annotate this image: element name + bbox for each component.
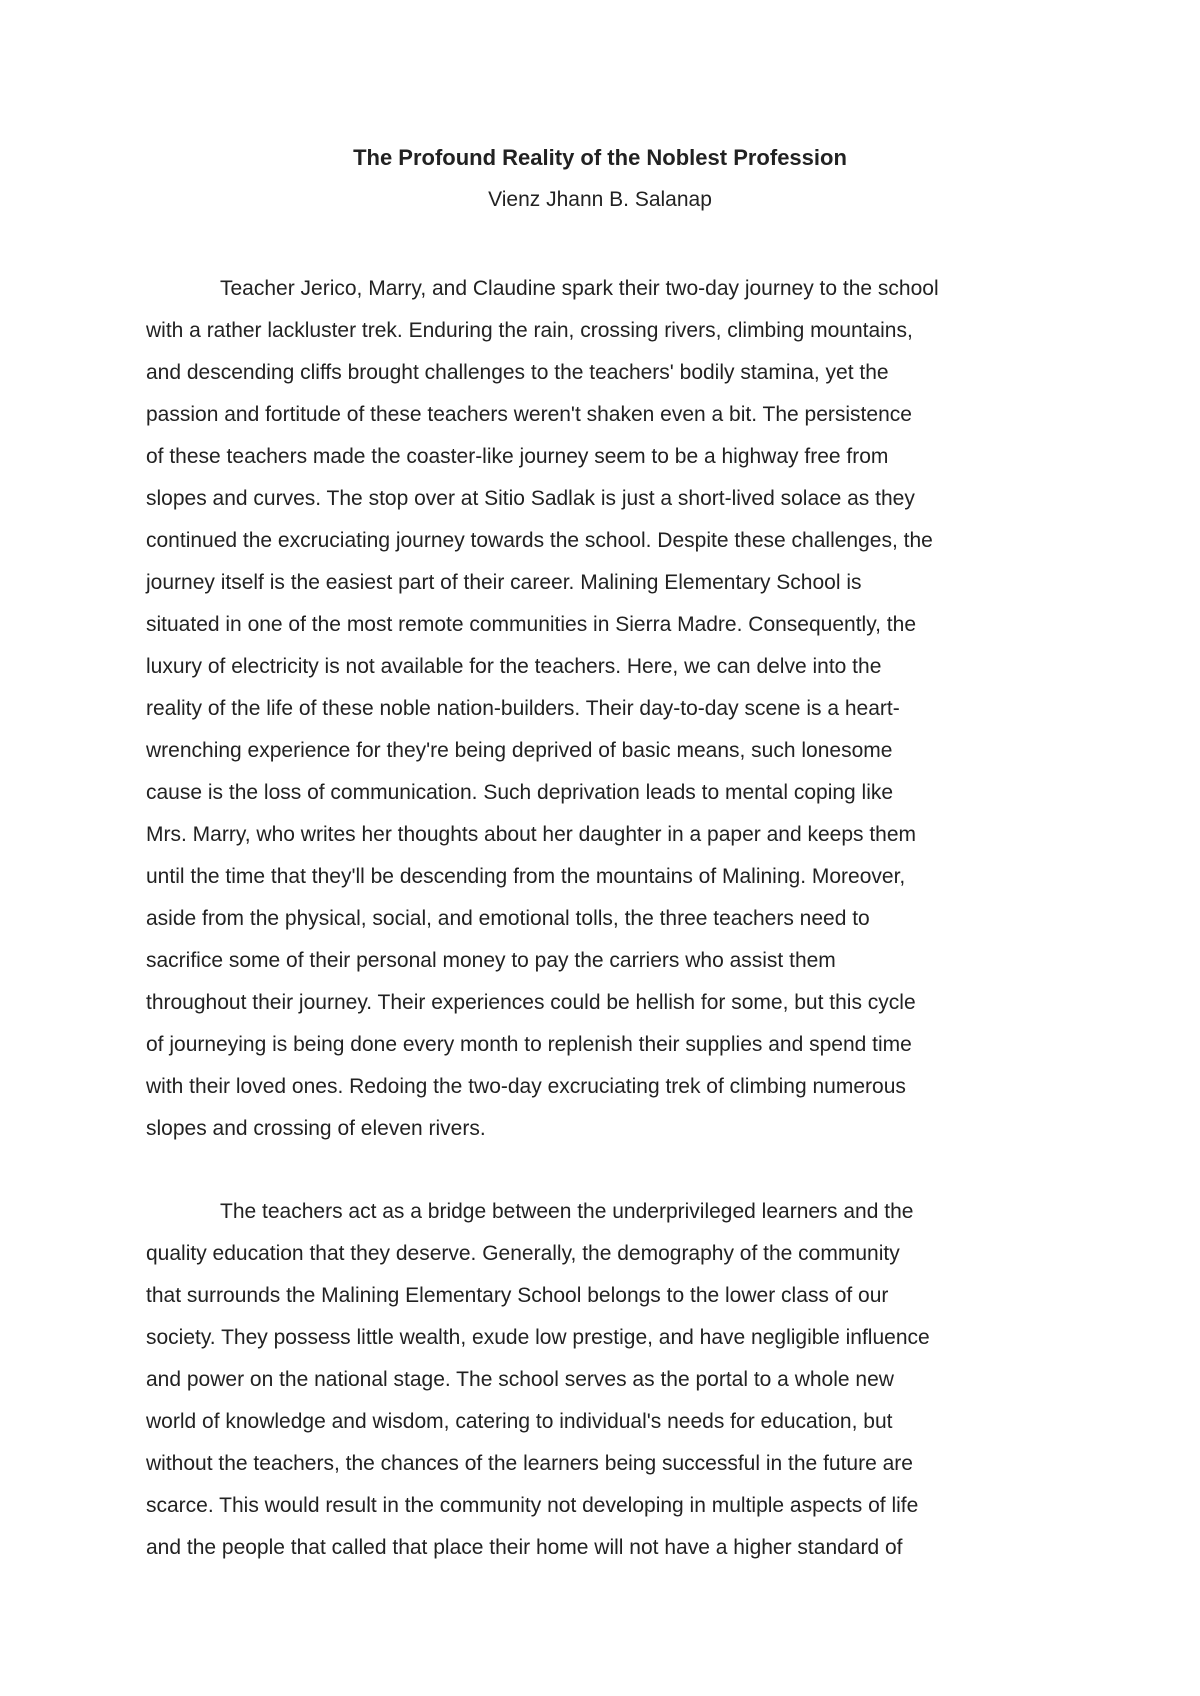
paragraph-line: slopes and crossing of eleven rivers. <box>146 1117 486 1140</box>
document-author: Vienz Jhann B. Salanap <box>488 188 712 211</box>
paragraph-line: situated in one of the most remote communities in Sierra Madre. Consequently, the <box>146 613 916 636</box>
paragraph-line: society. They possess little wealth, exude low prestige, and have negligible influence <box>146 1326 930 1349</box>
paragraph-line: without the teachers, the chances of the learners being successful in the future are <box>146 1452 913 1475</box>
paragraph-line: Teacher Jerico, Marry, and Claudine spark their two-day journey to the school <box>220 277 939 300</box>
paragraph-line: passion and fortitude of these teachers weren't shaken even a bit. The persistence <box>146 403 912 426</box>
paragraph-line: journey itself is the easiest part of their career. Malining Elementary School is <box>146 571 862 594</box>
paragraph-line: that surrounds the Malining Elementary School belongs to the lower class of our <box>146 1284 889 1307</box>
paragraph-2 <box>146 1191 1062 1569</box>
paragraph-line: Mrs. Marry, who writes her thoughts about her daughter in a paper and keeps them <box>146 823 917 846</box>
document-title: The Profound Reality of the Noblest Profession <box>353 145 847 170</box>
paragraph-line: and the people that called that place their home will not have a higher standard of <box>146 1536 903 1559</box>
paragraph-line: sacrifice some of their personal money to pay the carriers who assist them <box>146 949 836 972</box>
paragraph-line: wrenching experience for they're being deprived of basic means, such lonesome <box>146 739 893 762</box>
paragraph-line: slopes and curves. The stop over at Sitio Sadlak is just a short-lived solace as they <box>146 487 915 510</box>
paragraph-line: of journeying is being done every month to replenish their supplies and spend time <box>146 1033 912 1056</box>
paragraph-line: and power on the national stage. The school serves as the portal to a whole new <box>146 1368 894 1391</box>
paragraph-line: quality education that they deserve. Generally, the demography of the community <box>146 1242 900 1265</box>
paragraph-line: throughout their journey. Their experiences could be hellish for some, but this cycle <box>146 991 916 1014</box>
paragraph-line: reality of the life of these noble nation-builders. Their day-to-day scene is a heart- <box>146 697 900 720</box>
paragraph-line: cause is the loss of communication. Such deprivation leads to mental coping like <box>146 781 894 804</box>
paragraph-line: scarce. This would result in the community not developing in multiple aspects of life <box>146 1494 919 1517</box>
paragraph-1 <box>146 268 1062 1150</box>
paragraph-line: of these teachers made the coaster-like journey seem to be a highway free from <box>146 445 889 468</box>
paragraph-line: with their loved ones. Redoing the two-day excruciating trek of climbing numerous <box>146 1075 906 1098</box>
paragraph-line: with a rather lackluster trek. Enduring the rain, crossing rivers, climbing mountains, <box>146 319 913 342</box>
paragraph-line: and descending cliffs brought challenges to the teachers' bodily stamina, yet the <box>146 361 889 384</box>
paragraph-line: world of knowledge and wisdom, catering to individual's needs for education, but <box>146 1410 893 1433</box>
paragraph-line: until the time that they'll be descending from the mountains of Malining. Moreover, <box>146 865 906 888</box>
paragraph-line: The teachers act as a bridge between the underprivileged learners and the <box>220 1200 914 1223</box>
paragraph-line: aside from the physical, social, and emotional tolls, the three teachers need to <box>146 907 870 930</box>
paragraph-line: continued the excruciating journey towards the school. Despite these challenges, the <box>146 529 933 552</box>
paragraph-line: luxury of electricity is not available for the teachers. Here, we can delve into the <box>146 655 882 678</box>
